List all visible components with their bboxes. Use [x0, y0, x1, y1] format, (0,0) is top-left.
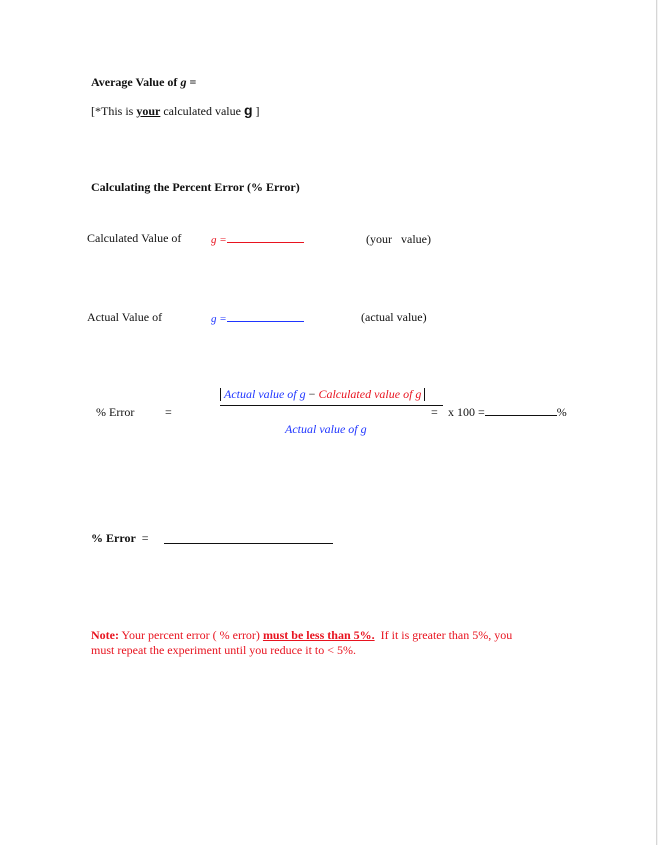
formula-left-equals: = — [165, 405, 172, 419]
percent-error-label: % Error = — [91, 531, 149, 545]
calculated-value-hint: (your value) — [366, 232, 431, 246]
section-title: Calculating the Percent Error (% Error) — [91, 180, 300, 194]
average-value-note: [*This is your calculated value g ] — [91, 102, 260, 118]
calculated-value-field[interactable]: g = — [211, 232, 304, 246]
percent-error-answer-line[interactable] — [164, 543, 333, 544]
calculated-value-label: Calculated Value of — [87, 231, 182, 245]
formula-result-field[interactable]: x 100 = % — [448, 405, 567, 419]
note-line-1: Note: Your percent error ( % error) must be less than 5%. If it is greater than 5%, you — [91, 628, 513, 642]
formula-left-label: % Error — [96, 405, 135, 419]
formula-numerator: Actual value of g − Calculated value of g — [220, 388, 425, 401]
actual-value-field[interactable]: g = — [211, 311, 304, 325]
average-value-label: Average Value of g = — [91, 75, 197, 89]
fraction-bar — [220, 405, 443, 406]
actual-value-label: Actual Value of — [87, 310, 163, 324]
formula-right-equals: = — [431, 405, 438, 419]
actual-value-hint: (actual value) — [361, 310, 427, 324]
formula-denominator: Actual value of g — [285, 422, 367, 436]
note-line-2: must repeat the experiment until you reduce it to < 5%. — [91, 643, 357, 657]
